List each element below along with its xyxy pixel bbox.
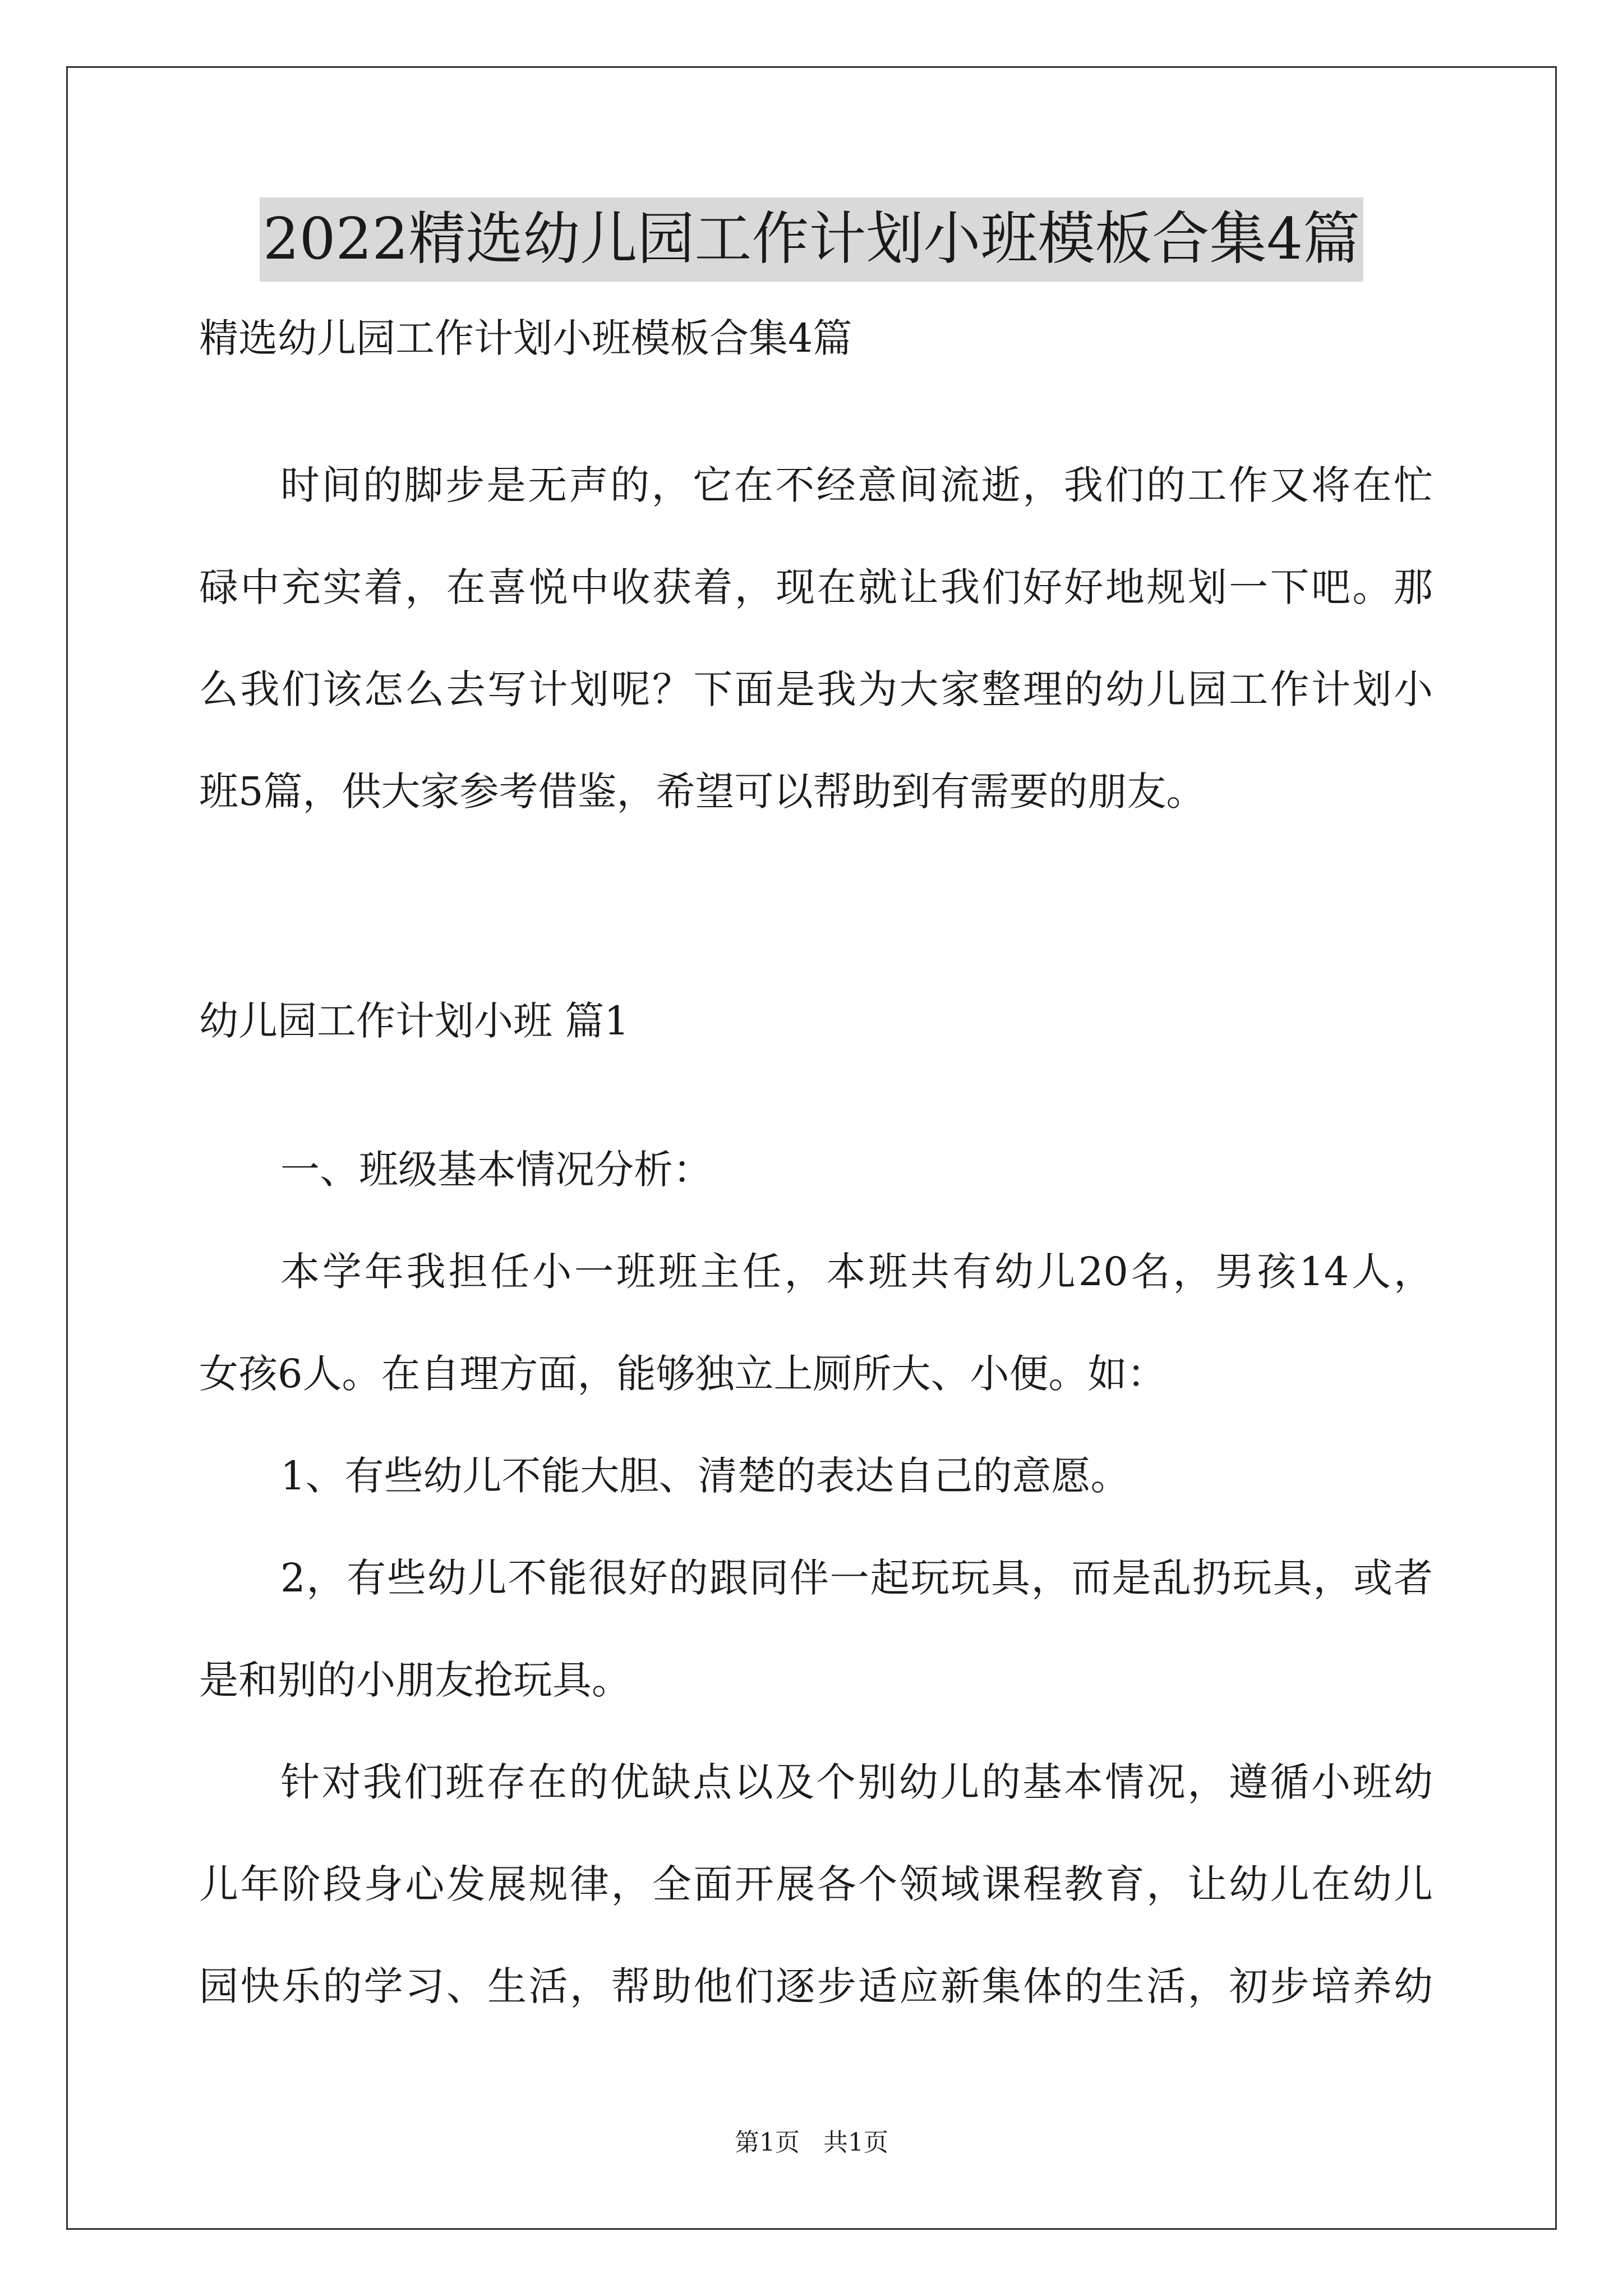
paragraph-line: 碌中充实着，在喜悦中收获着，现在就让我们好好地规划一下吧。那 (199, 564, 1433, 610)
subtitle-line: 精选幼儿园工作计划小班模板合集4篇 (199, 315, 852, 361)
paragraph-line: 是和别的小朋友抢玩具。 (199, 1657, 631, 1703)
paragraph-line: 本学年我担任小一班班主任，本班共有幼儿20名，男孩14人， (280, 1249, 1433, 1295)
page-total: 共1页 (823, 2128, 888, 2157)
title-container (0, 197, 1623, 282)
list-item: 2，有些幼儿不能很好的跟同伴一起玩玩具，而是乱扔玩具，或者 (280, 1555, 1433, 1601)
paragraph-line: 班5篇，供大家参考借鉴，希望可以帮助到有需要的朋友。 (199, 769, 1206, 815)
list-item: 1、有些幼儿不能大胆、清楚的表达自己的意愿。 (280, 1453, 1130, 1499)
paragraph-line: 针对我们班存在的优缺点以及个别幼儿的基本情况，遵循小班幼 (280, 1759, 1433, 1805)
paragraph-line: 女孩6人。在自理方面，能够独立上厕所大、小便。如： (199, 1351, 1166, 1397)
page-footer (0, 2126, 1623, 2160)
page-number: 第1页 (735, 2128, 800, 2157)
paragraph-line: 儿年阶段身心发展规律，全面开展各个领域课程教育，让幼儿在幼儿 (199, 1861, 1433, 1907)
paragraph-line: 么我们该怎么去写计划呢？下面是我为大家整理的幼儿园工作计划小 (199, 666, 1433, 712)
paragraph-line: 园快乐的学习、生活，帮助他们逐步适应新集体的生活，初步培养幼 (199, 1963, 1433, 2009)
document-title: 2022精选幼儿园工作计划小班模板合集4篇 (260, 197, 1363, 282)
section-heading: 幼儿园工作计划小班 篇1 (199, 998, 629, 1044)
subsection-heading: 一、班级基本情况分析： (280, 1147, 712, 1193)
paragraph-line: 时间的脚步是无声的，它在不经意间流逝，我们的工作又将在忙 (280, 462, 1433, 508)
